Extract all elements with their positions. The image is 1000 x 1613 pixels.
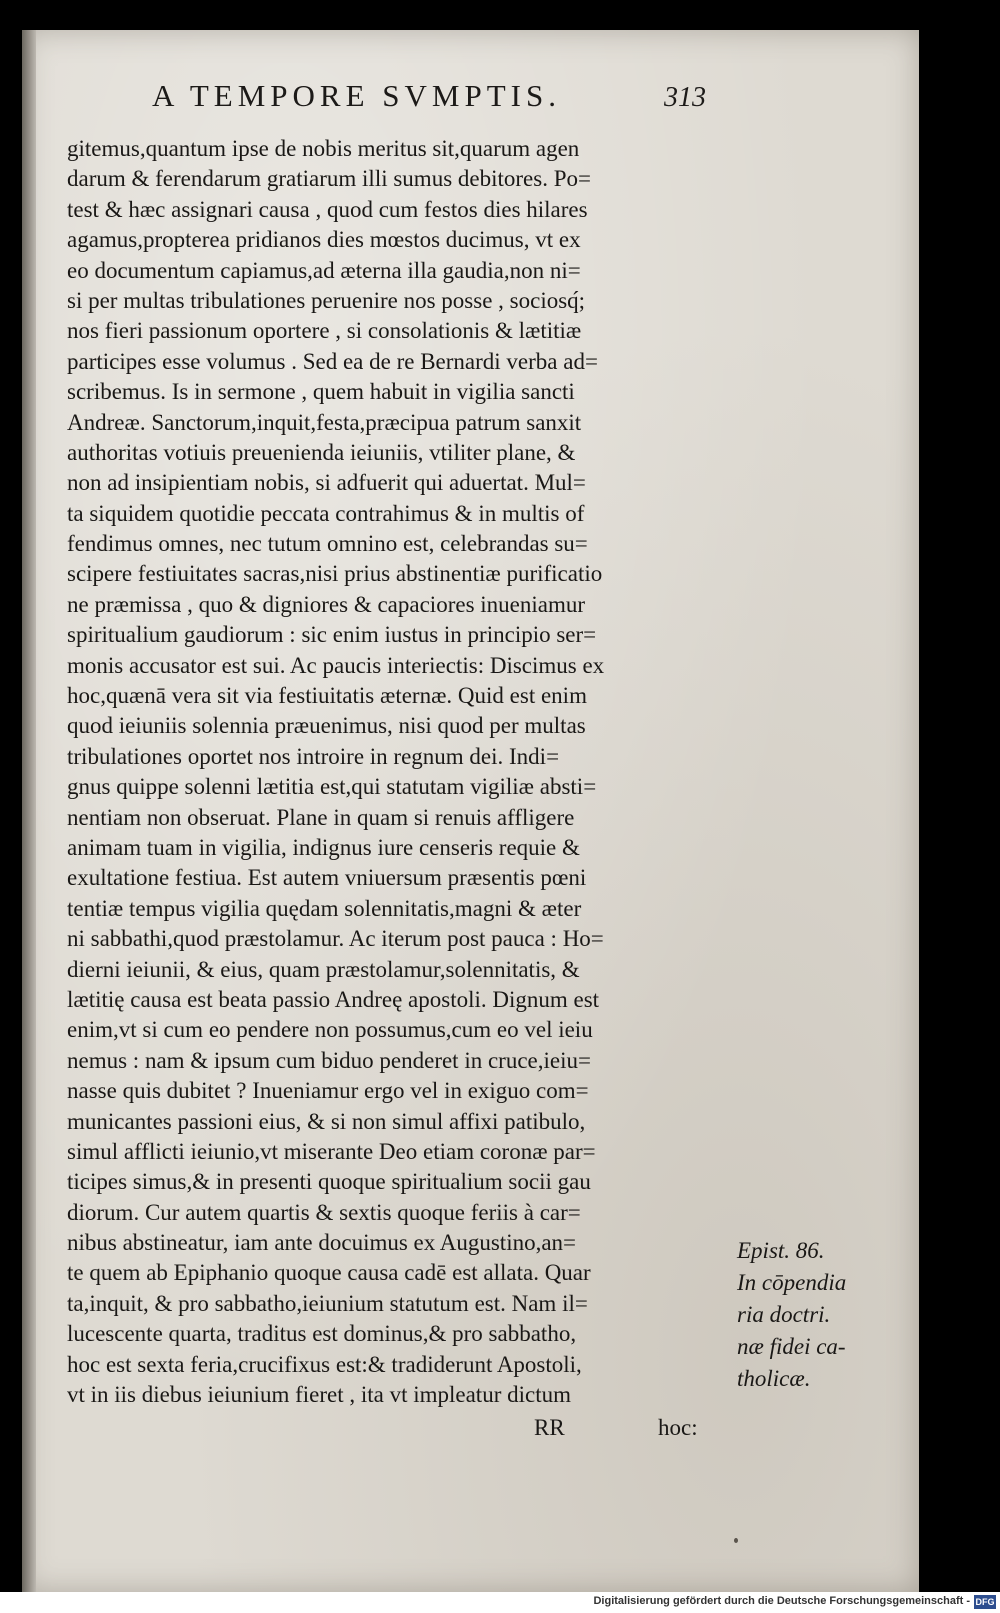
text-line: authoritas votiuis preuenienda ieiuniis, vtiliter plane, & [67, 439, 576, 465]
text-line: spiritualium gaudiorum : sic enim iustus in principio ser= [67, 622, 597, 648]
page-number: 313 [664, 82, 706, 113]
text-line: agamus,propterea pridianos dies mœstos ducimus, vt ex [67, 227, 581, 253]
text-line: non ad insipientiam nobis, si adfuerit qui aduertat. Mul= [67, 470, 586, 496]
text-line: ta,inquit, & pro sabbatho,ieiunium statutum est. Nam il= [67, 1290, 588, 1316]
marginal-note-line: Epist. 86. [737, 1238, 825, 1263]
text-line: nentiam non obseruat. Plane in quam si renuis affligere [67, 804, 575, 830]
marginal-note-line: næ fidei ca- [737, 1334, 846, 1359]
text-line: lætitię causa est beata passio Andreę apostoli. Dignum est [67, 986, 600, 1012]
text-line: ni sabbathi,quod præstolamur. Ac iterum post pauca : Ho= [67, 926, 604, 952]
text-line: te quem ab Epiphanio quoque causa cadē est allata. Quar [67, 1260, 591, 1286]
page-header [152, 78, 752, 122]
text-line: municantes passioni eius, & si non simul affixi patibulo, [67, 1108, 586, 1134]
funding-notice: Digitalisierung gefördert durch die Deutsche Forschungsgemeinschaft - [593, 1595, 970, 1607]
book-page [22, 30, 919, 1592]
text-line: ticipes simus,& in presenti quoque spiritualium socii gau [67, 1169, 591, 1195]
text-line: scribemus. Is in sermone , quem habuit in vigilia sancti [67, 379, 575, 405]
text-line: nasse quis dubitet ? Inueniamur ergo vel in exiguo com= [67, 1078, 589, 1104]
text-line: lucescente quarta, traditus est dominus,& pro sabbatho, [67, 1321, 577, 1347]
footer-bar [0, 1592, 1000, 1613]
text-line: simul afflicti ieiunio,vt miserante Deo etiam coronæ par= [67, 1138, 596, 1164]
text-line: darum & ferendarum gratiarum illi sumus debitores. Po= [67, 166, 591, 192]
marginal-note-line: In cōpendia [737, 1270, 847, 1295]
text-line: participes esse volumus . Sed ea de re Bernardi verba ad= [67, 348, 598, 374]
paper-speck [734, 1538, 738, 1543]
text-line: monis accusator est sui. Ac paucis interiectis: Discimus ex [67, 652, 605, 678]
text-line: eo documentum capiamus,ad æterna illa gaudia,non ni= [67, 257, 581, 283]
text-line: nemus : nam & ipsum cum biduo penderet in cruce,ieiu= [67, 1047, 591, 1073]
marginal-note [737, 1235, 877, 1395]
text-line: enim,vt si cum eo pendere non possumus,cum eo vel ieiu [67, 1017, 593, 1043]
text-line: fendimus omnes, nec tutum omnino est, celebrandas su= [67, 531, 588, 557]
body-text [67, 134, 727, 1410]
marginal-note-line: tholicæ. [737, 1366, 811, 1391]
text-line: hoc,quænā vera sit via festiuitatis æternæ. Quid est enim [67, 683, 587, 709]
text-line: nos fieri passionum oportere , si consolationis & lætitiæ [67, 318, 582, 344]
text-line: dierni ieiunii, & eius, quam præstolamur,solennitatis, & [67, 956, 580, 982]
text-line: diorum. Cur autem quartis & sextis quoque feriis à car= [67, 1199, 581, 1225]
text-line: Andreæ. Sanctorum,inquit,festa,præcipua patrum sanxit [67, 409, 582, 435]
dfg-logo-icon: DFG [975, 1597, 995, 1607]
text-line: tribulationes oportet nos introire in regnum dei. Indi= [67, 743, 560, 769]
text-line: ne præmissa , quo & digniores & capaciores inueniamur [67, 591, 586, 617]
text-line: gnus quippe solenni lætitia est,qui statutam vigiliæ absti= [67, 774, 597, 800]
signature-mark: RR [534, 1415, 565, 1440]
text-line: hoc est sexta feria,crucifixus est:& tradiderunt Apostoli, [67, 1351, 582, 1377]
text-line: test & hæc assignari causa , quod cum festos dies hilares [67, 196, 588, 222]
text-line: scipere festiuitates sacras,nisi prius abstinentiæ purificatio [67, 561, 603, 587]
catchword: hoc: [658, 1415, 698, 1440]
text-line: vt in iis diebus ieiunium fieret , ita vt impleatur dictum [67, 1382, 571, 1408]
text-line: nibus abstineatur, iam ante docuimus ex Augustino,an= [67, 1230, 577, 1256]
running-head: A TEMPORE SVMPTIS. [152, 78, 561, 113]
text-line: animam tuam in vigilia, indignus iure censeris requie & [67, 834, 580, 860]
text-line: quod ieiuniis solennia præuenimus, nisi quod per multas [67, 713, 586, 739]
page-gutter-shadow [22, 30, 36, 1592]
text-line: si per multas tribulationes peruenire nos posse , sociosq́; [67, 287, 586, 313]
text-line: tentiæ tempus vigilia quędam solennitatis,magni & æter [67, 895, 582, 921]
marginal-note-line: ria doctri. [737, 1302, 831, 1327]
text-line: gitemus,quantum ipse de nobis meritus sit,quarum agen [67, 136, 580, 161]
text-line: exultatione festiua. Est autem vniuersum præsentis pœni [67, 865, 587, 891]
text-line: ta siquidem quotidie peccata contrahimus & in multis of [67, 500, 585, 526]
